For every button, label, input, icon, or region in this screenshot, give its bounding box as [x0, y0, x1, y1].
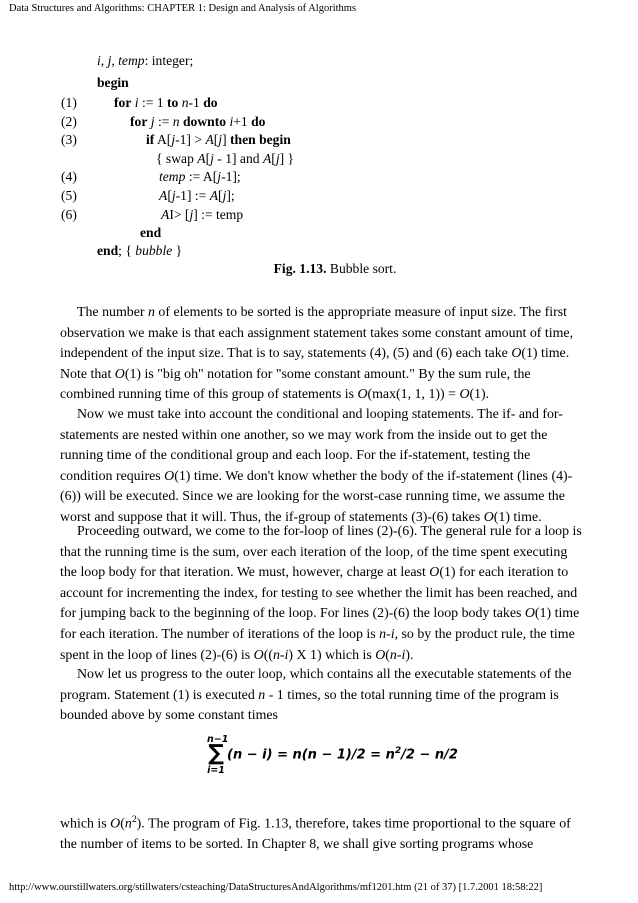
paragraph-5: which is $O(n^2)$. The program of Fig. 1.13, therefore, takes time proportional to the square of the number of items to be sorted. In Chapter 8, we shall give sorting programs whose [60, 814, 571, 853]
page-footer-url: http://www.ourstillwaters.org/stillwaters/csteaching/DataStructuresAndAlgorithms/mf1201.htm (21 of 37) [1.7.2001 18:58:22] [9, 882, 543, 893]
paragraph-2: Now we must take into account the conditional and looping statements. The if- and for-statements are nested within one another, so we may work from the inside out to get the running time of the conditional group and each loop. For the if-statement, testing the condition requires O(1) time. We don't know whether the body of the if-statement (lines (4)-(6)) will be executed. Since we are looking for the worst-case running time, we assume the worst and suppose that it will. Thus, the if-group of statements (3)-(6) takes O(1) time. [60, 407, 573, 525]
paragraph-4: Now let us progress to the outer loop, which contains all the executable statements of the program. Statement (1) is executed n - 1 times, so the total running time of the program is bounded above by some constant times [60, 667, 572, 724]
sigma-symbol: ∑ [208, 741, 224, 766]
page-header: Data Structures and Algorithms: CHAPTER 1: Design and Analysis of Algorithms [9, 3, 357, 14]
paragraph-3: Proceeding outward, we come to the for-loop of lines (2)-(6). The general rule for a loop is that the running time is the sum, over each iteration of the loop, of the time spent executing the loop body for that iteration. We must, however, charge at least O(1) for each iteration to account for incrementing the index, for testing to see whether the limit has been reached, and for jumping back to the beginning of the loop. For lines (2)-(6) the loop body takes O(1) time for each iteration. The number of iterations of the loop is n-i, so by the product rule, the time spent in the loop of lines (2)-(6) is O((n-i) X 1) which is O(n-i). [60, 524, 582, 663]
paragraph-1: The number n of elements to be sorted is the appropriate measure of input size. The first observation we make is that each assignment statement takes some constant amount of time, independent of the input size. That is to say, statements (4), (5) and (6) each take O(1) time. Note that O(1) is "big oh" notation for "some constant amount." By the sum rule, the combined running time of this group of statements is O(max(1, 1, 1)) = O(1). [60, 305, 574, 403]
figure-caption: Fig. 1.13. Bubble sort. [273, 261, 397, 276]
